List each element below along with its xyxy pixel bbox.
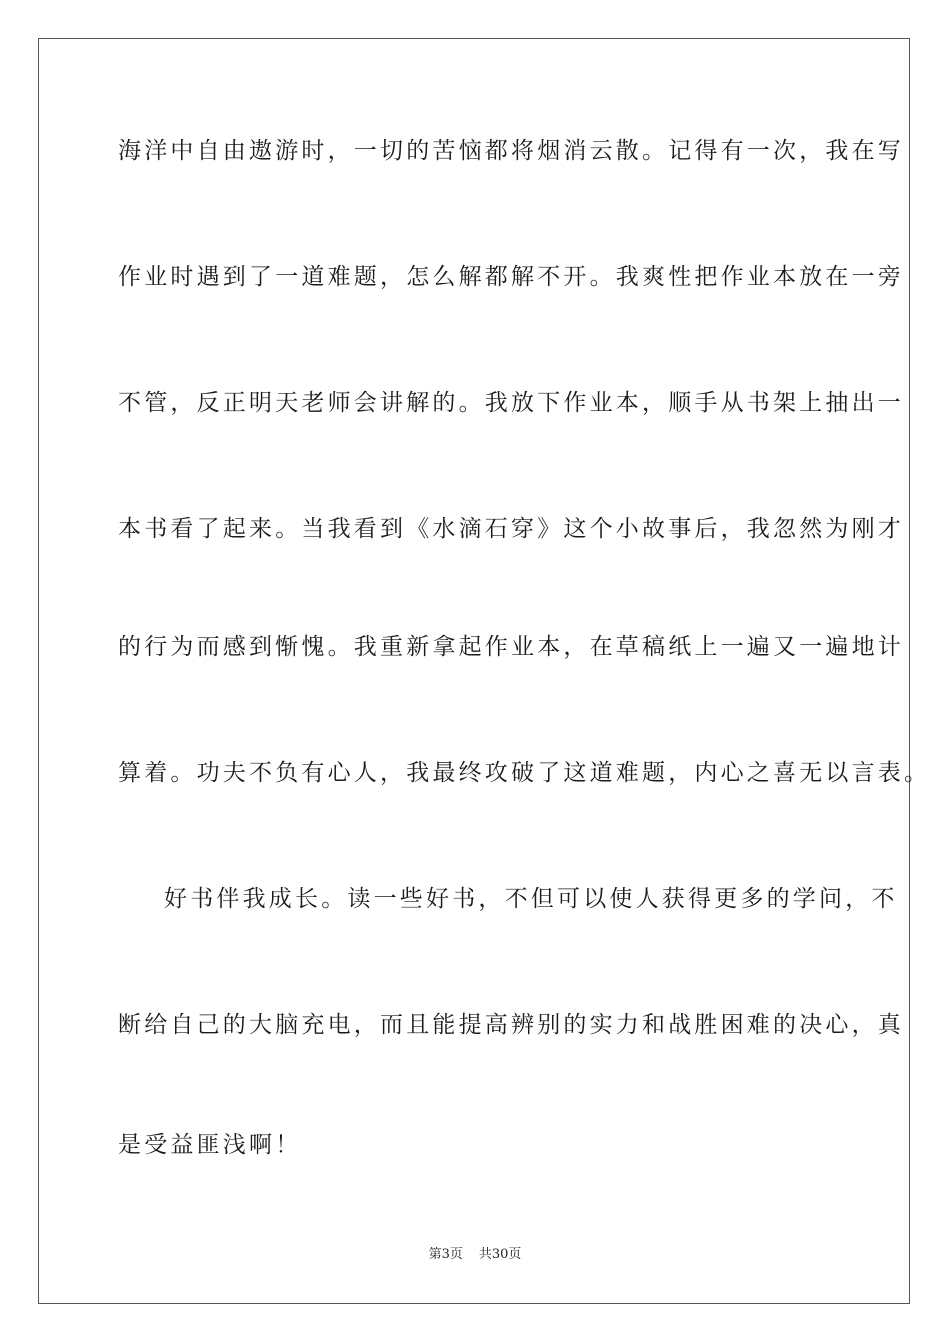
text-line: 作业时遇到了一道难题，怎么解都解不开。我爽性把作业本放在一旁 [118,264,904,290]
text-line: 算着。功夫不负有心人，我最终攻破了这道难题，内心之喜无以言表。 [118,760,931,786]
paragraph-first-line: 好书伴我成长。读一些好书，不但可以使人获得更多的学问，不 [164,886,898,912]
text-line: 是受益匪浅啊！ [118,1132,302,1158]
page-border [38,38,931,1304]
text-line: 海洋中自由遨游时，一切的苦恼都将烟消云散。记得有一次，我在写 [118,138,904,164]
text-line: 的行为而感到惭愧。我重新拿起作业本，在草稿纸上一遍又一遍地计 [118,634,904,660]
text-line: 断给自己的大脑充电，而且能提高辨别的实力和战胜困难的决心，真 [118,1012,904,1038]
page-number: 第3页 [428,1247,463,1262]
page-footer [0,1246,950,1264]
text-line: 本书看了起来。当我看到《水滴石穿》这个小故事后，我忽然为刚才 [118,516,904,542]
text-line: 不管，反正明天老师会讲解的。我放下作业本，顺手从书架上抽出一 [118,390,904,416]
page-total: 共30页 [478,1247,522,1262]
